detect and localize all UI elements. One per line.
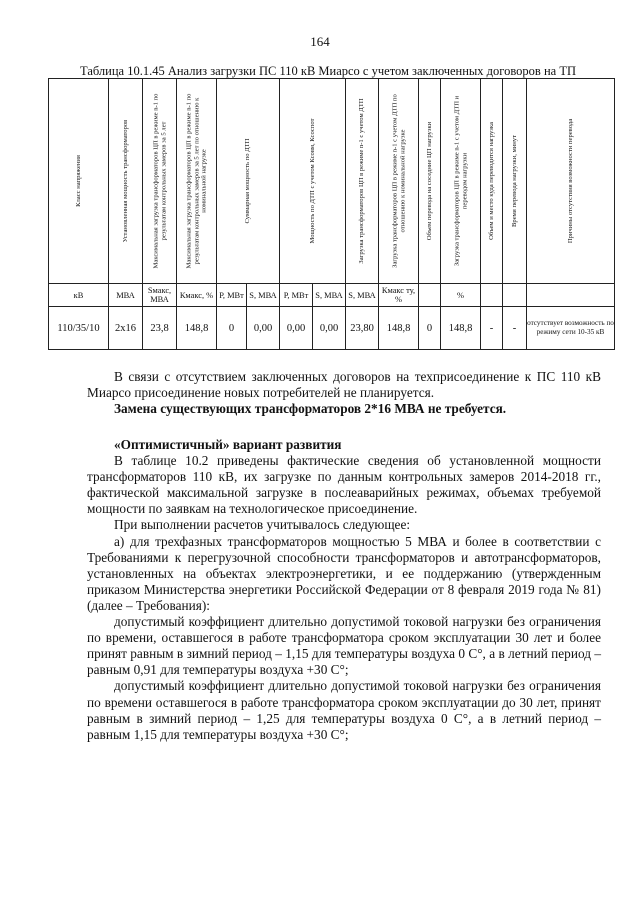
table-caption: Таблица 10.1.45 Анализ загрузки ПС 110 кВ Миарсо с учетом заключенных договоров на ТП <box>80 64 576 78</box>
data-cell: - <box>503 307 527 350</box>
unit-cell: Sмакс, МВА <box>143 284 177 307</box>
unit-cell: S, МВА <box>247 284 280 307</box>
header-cell: Максимальная загрузка трансформаторов ЦП в режиме n-1 по результатам контрольных замеров за 5 лет по отношению к номинальной нагрузке <box>177 79 217 284</box>
data-cell: 0,00 <box>247 307 280 350</box>
data-cell: 148,8 <box>379 307 419 350</box>
data-cell: 148,8 <box>441 307 481 350</box>
data-cell: 0 <box>217 307 247 350</box>
paragraph-coef-30plus: допустимый коэффициент длительно допустимой токовой нагрузки без ограничения по времени, оставшегося в работе трансформатора сроком эксплуатации 30 лет и более принят равным в зимний период – 1,15 для температуры воздуха 0 С°, а в летний период – равным 0,91 для температуры воздуха +30 С°; <box>87 614 601 678</box>
header-cell: Загрузка трансформаторов ЦП в режиме n-1 с учетом ДТП <box>346 79 379 284</box>
page-number: 164 <box>310 34 330 49</box>
paragraph-item-a: а) для трехфазных трансформаторов мощностью 5 МВА и более в соответствии с Требованиями к перегрузочной способности трансформаторов и автотрансформаторов, установленных на объектах электроэнергетики, и ее поддержанию (утвержденным приказом Министерства энергетики Российской Федерации от 8 февраля 2019 года № 81) (далее – Требования): <box>87 533 601 613</box>
data-cell: 23,8 <box>143 307 177 350</box>
unit-cell: S, МВА <box>346 284 379 307</box>
data-cell: 110/35/10 <box>49 307 109 350</box>
header-cell: Максимальная загрузка трансформаторов ЦП в режиме n-1 по результатам контрольных замеров за 5 лет <box>143 79 177 284</box>
unit-cell: Кмакс ту, % <box>379 284 419 307</box>
unit-cell: P, МВт <box>217 284 247 307</box>
unit-cell <box>419 284 441 307</box>
data-cell: - <box>481 307 503 350</box>
header-cell: Суммарная мощность по ДТП <box>217 79 280 284</box>
paragraph-no-contracts: В связи с отсутствием заключенных договоров на техприсоединение к ПС 110 кВ Миарсо присоединение новых потребителей не планируется. <box>87 369 601 401</box>
unit-cell <box>481 284 503 307</box>
paragraph-coef-under30: допустимый коэффициент длительно допустимой токовой нагрузки без ограничения по времени оставшегося в работе трансформатора сроком эксплуатации до 30 лет, принят равным в зимний период – 1,25 для температуры воздуха 0 С°, а в летний период – равным 1,15 для температуры воздуха +30 С°; <box>87 678 601 742</box>
header-cell: Объем перевода на соседние ЦП нагрузки <box>419 79 441 284</box>
paragraph-calc-intro: При выполнении расчетов учитывалось следующее: <box>114 517 411 533</box>
data-cell: 148,8 <box>177 307 217 350</box>
header-cell: Загрузка трансформаторов ЦП в режиме n-1 с учетом ДТП по отношению к номинальной нагрузке <box>379 79 419 284</box>
section-heading: «Оптимистичный» вариант развития <box>114 437 342 452</box>
header-cell: Установленная мощность трансформаторов <box>109 79 143 284</box>
unit-cell <box>503 284 527 307</box>
section-optimistic <box>87 437 601 743</box>
paragraph-replacement: Замена существующих трансформаторов 2*16 МВА не требуется. <box>114 401 507 417</box>
header-cell: Загрузка трансформаторов ЦП в режиме n-1 с учетом ДТП и переводом нагрузки <box>441 79 481 284</box>
unit-cell: % <box>441 284 481 307</box>
header-cell: Время перевода нагрузки, минут <box>503 79 527 284</box>
unit-cell: МВА <box>109 284 143 307</box>
data-cell-reason: отсутствует возможность по режиму сети 10-35 кВ <box>527 307 615 350</box>
unit-cell: S, МВА <box>313 284 346 307</box>
data-cell: 23,80 <box>346 307 379 350</box>
header-cell: Мощность по ДТП с учетом Ксовм, Ксоспот <box>280 79 346 284</box>
paragraph-table-ref: В таблице 10.2 приведены фактические сведения об установленной мощности трансформаторов 110 кВ, их загрузке по данным контрольных замеров 2014-2018 гг., фактической максимальной загрузке в послеаварийных режимах, объемах требуемой мощности по заявкам на технологическое присоединение. <box>87 453 601 517</box>
table-row <box>49 307 615 350</box>
unit-cell: Кмакс, % <box>177 284 217 307</box>
units-row <box>49 284 615 307</box>
unit-cell: кВ <box>49 284 109 307</box>
unit-cell: P, МВт <box>280 284 313 307</box>
header-cell: Объем и место куда переводится нагрузка <box>481 79 503 284</box>
data-cell: 2х16 <box>109 307 143 350</box>
data-cell: 0,00 <box>313 307 346 350</box>
paragraph-no-contracts-wrap <box>87 369 601 417</box>
load-analysis-table <box>48 78 615 350</box>
header-cell: Причины отсутствия возможности перевода <box>527 79 615 284</box>
data-cell: 0,00 <box>280 307 313 350</box>
header-cell: Класс напряжения <box>49 79 109 284</box>
unit-cell <box>527 284 615 307</box>
data-cell: 0 <box>419 307 441 350</box>
